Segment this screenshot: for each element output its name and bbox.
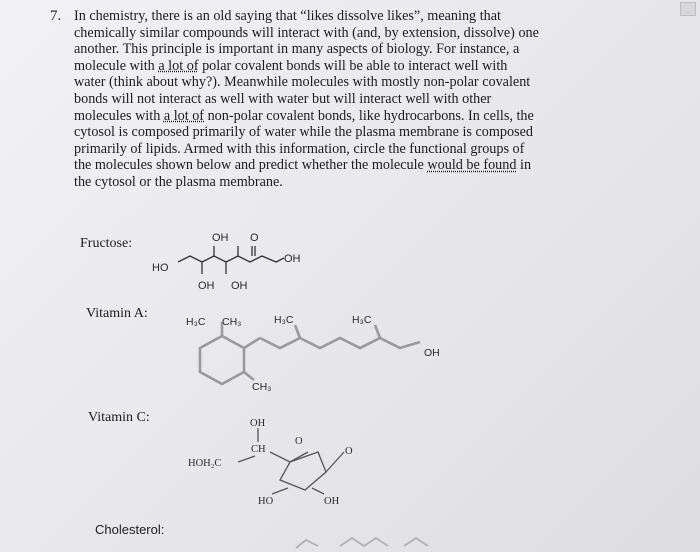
question-line: the cytosol or the plasma membrane. [74,173,283,190]
cholesterol-structure [296,538,428,548]
question-line: chemically similar compounds will interact with (and, by extension, dissolve) one [74,24,539,41]
question-line: water (think about why?). Meanwhile molecules with mostly non-polar covalent [74,74,531,91]
vitamin-a-label: Vitamin A: [86,306,148,321]
fructose-label: Fructose: [80,236,133,251]
fructose-atom: OH [212,232,229,244]
vitamin-c-atom: CH [251,444,266,455]
vitamin-a-structure [200,322,420,384]
vitamin-a-atom: CH₃ [222,316,242,328]
question-line: another. This principle is important in many aspects of biology. For instance, a [74,41,520,58]
vitamin-a-atom: H₃C [274,314,294,326]
underlined-phrase: would be found [427,157,517,174]
fructose-structure [178,246,284,274]
fructose-atom: HO [152,262,169,274]
vitamin-c-label: Vitamin C: [88,410,150,425]
vitamin-c-atom: OH [250,418,266,429]
fructose-atom: OH [231,280,248,292]
vitamin-a-atom: H₃C [186,316,206,328]
question-line: molecule with a lot of polar covalent bonds will be able to interact well with [74,57,508,74]
question-line: bonds will not interact as well with water but will interact well with other [74,90,492,107]
fructose-atom: OH [284,253,301,265]
question-line: molecules with a lot of non-polar covalent bonds, like hydrocarbons. In cells, the [74,107,534,124]
vitamin-a-atom: H₃C [352,314,372,326]
vitamin-c-atom: O [295,436,303,447]
question-line: In chemistry, there is an old saying that “likes dissolve likes”, meaning that [74,8,501,24]
vitamin-c-atom: HOH₂C [188,458,222,469]
vitamin-c-atom: OH [324,496,340,507]
vitamin-a-atom: OH [424,347,440,359]
underlined-phrase: a lot of [163,107,205,124]
fructose-atom: O [250,232,259,244]
question-line: primarily of lipids. Armed with this information, circle the functional groups of [74,140,525,157]
cholesterol-label: Cholesterol: [95,522,165,537]
vitamin-c-structure [238,428,344,494]
question-line: the molecules shown below and predict whether the molecule would be found in [74,157,532,174]
fructose-atom: OH [198,280,215,292]
underlined-phrase: a lot of [158,57,199,74]
vitamin-c-atom: O [345,446,353,457]
vitamin-a-atom: CH₃ [252,381,272,393]
question-line: cytosol is composed primarily of water while the plasma membrane is composed [74,124,534,141]
vitamin-c-atom: HO [258,496,274,507]
question-number: 7. [50,8,62,24]
